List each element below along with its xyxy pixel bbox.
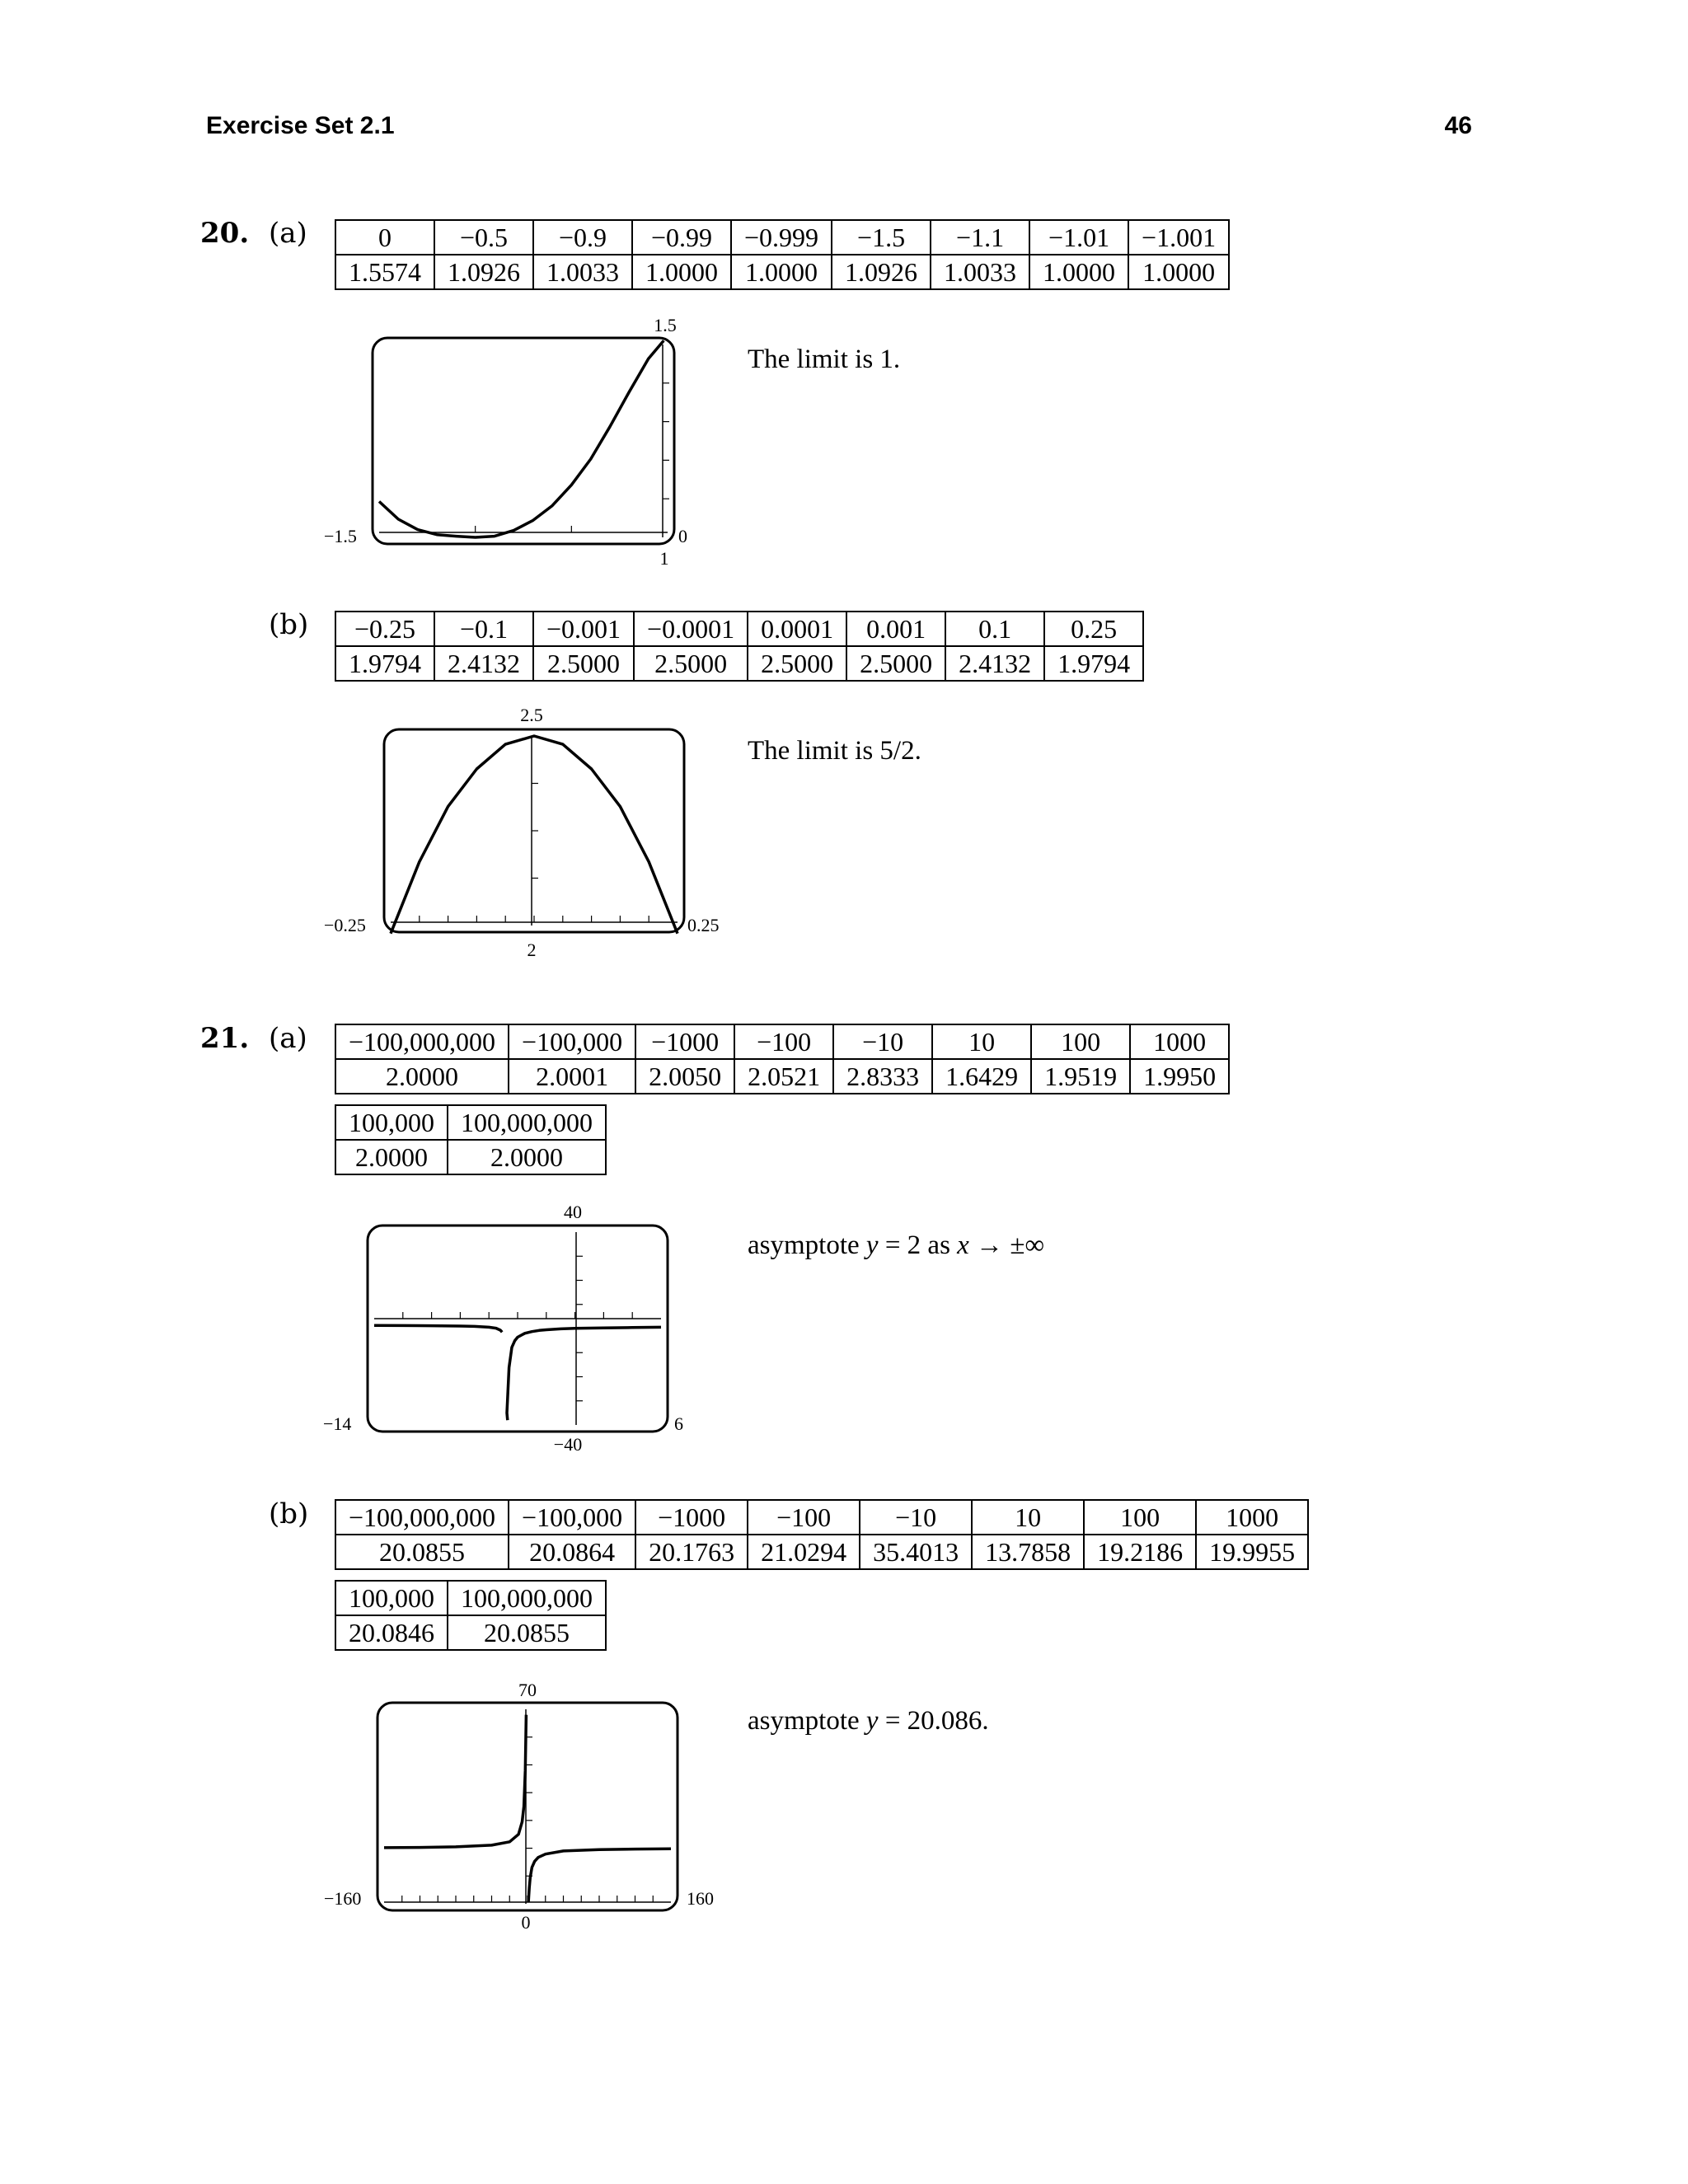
table-cell: 2.4132 (945, 646, 1044, 681)
table-row-fx (335, 1059, 1229, 1094)
problem-number: 20. (200, 217, 250, 250)
table-cell: 100 (1084, 1500, 1196, 1535)
plot-curve (379, 340, 663, 537)
table-cell: −1.01 (1029, 220, 1128, 255)
table-cell: −0.1 (434, 612, 533, 646)
table-cell: −1.001 (1128, 220, 1229, 255)
axis-window-label: 160 (687, 1888, 714, 1909)
plot-curve (528, 1849, 671, 1902)
table-cell: −1000 (635, 1024, 734, 1059)
table-cell: 1.5574 (335, 255, 434, 289)
table-cell: 2.4132 (434, 646, 533, 681)
axis-window-label: −160 (324, 1888, 362, 1909)
table-row-x (335, 1105, 606, 1140)
part-label: (a) (269, 1022, 307, 1055)
table-cell: −0.9 (533, 220, 632, 255)
axis-window-label: 2.5 (520, 705, 543, 725)
table-cell: −0.001 (533, 612, 634, 646)
table-cell: 2.0000 (335, 1059, 509, 1094)
table-cell: 13.7858 (972, 1535, 1084, 1569)
table-cell: 1.0033 (533, 255, 632, 289)
value-table (335, 1024, 1230, 1094)
axis-window-label: 2 (527, 940, 537, 960)
part-label: (b) (269, 1497, 309, 1530)
axis-window-label: −0.25 (324, 915, 366, 935)
axis-window-label: −1.5 (324, 526, 357, 546)
table-cell: −0.999 (731, 220, 832, 255)
table-cell: 100,000,000 (448, 1105, 606, 1140)
axis-window-label: 70 (518, 1680, 537, 1700)
table-cell: 2.0000 (448, 1140, 606, 1174)
axis-window-label: 0.25 (687, 915, 720, 935)
axis-window-label: 0 (521, 1912, 531, 1933)
table-cell: −0.99 (632, 220, 731, 255)
table-cell: 2.0000 (335, 1140, 448, 1174)
table-cell: 19.2186 (1084, 1535, 1196, 1569)
table-cell: 1.9794 (335, 646, 434, 681)
plot-frame (377, 1703, 678, 1910)
table-cell: 1.0000 (731, 255, 832, 289)
table-cell: 100 (1031, 1024, 1130, 1059)
table-cell: 1.0000 (632, 255, 731, 289)
table-row-x (335, 1581, 606, 1615)
axis-window-label: 0 (678, 526, 687, 546)
table-cell: 20.1763 (635, 1535, 748, 1569)
table-cell: 1.9950 (1130, 1059, 1229, 1094)
table-row-fx (335, 255, 1229, 289)
table-row-x (335, 1024, 1229, 1059)
section-title: Exercise Set 2.1 (206, 112, 395, 139)
table-cell: 0.0001 (748, 612, 846, 646)
axis-window-label: 1.5 (654, 315, 677, 335)
table-cell: 19.9955 (1196, 1535, 1308, 1569)
conclusion-variable: y (865, 1230, 879, 1260)
table-cell: 0.25 (1044, 612, 1143, 646)
table-cell: 21.0294 (748, 1535, 860, 1569)
table-cell: 2.5000 (634, 646, 748, 681)
table-cell: 1.0926 (434, 255, 533, 289)
value-table (335, 219, 1230, 290)
table-cell: −100,000 (509, 1500, 635, 1535)
table-cell: 2.5000 (748, 646, 846, 681)
table-cell: −100,000,000 (335, 1500, 509, 1535)
table-cell: 0 (335, 220, 434, 255)
table-cell: −1.1 (931, 220, 1029, 255)
conclusion-fragment: asymptote (748, 1230, 866, 1260)
conclusion-text: The limit is 1. (748, 344, 901, 374)
table-cell: 1000 (1196, 1500, 1308, 1535)
table-cell: 100,000,000 (448, 1581, 606, 1615)
conclusion-text: The limit is 5/2. (748, 736, 921, 766)
table-cell: 1000 (1130, 1024, 1229, 1059)
value-table (335, 611, 1144, 682)
table-cell: 1.0000 (1128, 255, 1229, 289)
conclusion-text (748, 1706, 989, 1736)
table-cell: −0.25 (335, 612, 434, 646)
table-cell: 1.9519 (1031, 1059, 1130, 1094)
value-table (335, 1499, 1309, 1570)
table-cell: 10 (972, 1500, 1084, 1535)
table-cell: 2.0050 (635, 1059, 734, 1094)
table-cell: 2.0001 (509, 1059, 635, 1094)
conclusion-fragment: = 20.086. (878, 1706, 989, 1736)
table-row-x (335, 612, 1143, 646)
table-cell: 1.0926 (832, 255, 931, 289)
part-label: (b) (269, 608, 309, 641)
conclusion-variable: x (957, 1230, 969, 1260)
table-cell: −10 (860, 1500, 972, 1535)
table-cell: −0.0001 (634, 612, 748, 646)
table-row-fx (335, 1140, 606, 1174)
axis-window-label: −40 (553, 1434, 583, 1455)
plot-curve (374, 1325, 502, 1332)
axis-window-label: 1 (659, 548, 669, 569)
table-cell: 20.0855 (448, 1615, 606, 1650)
axis-window-label: 6 (674, 1413, 683, 1434)
table-cell: 100,000 (335, 1105, 448, 1140)
table-cell: 0.1 (945, 612, 1044, 646)
plot-frame (373, 338, 674, 544)
table-cell: 35.4013 (860, 1535, 972, 1569)
table-cell: 2.0521 (734, 1059, 833, 1094)
table-cell: −100,000 (509, 1024, 635, 1059)
table-cell: 1.9794 (1044, 646, 1143, 681)
conclusion-fragment: → ±∞ (968, 1230, 1044, 1260)
conclusion-fragment: = 2 as (878, 1230, 958, 1260)
table-cell: 2.5000 (846, 646, 945, 681)
table-cell: 1.0000 (1029, 255, 1128, 289)
table-cell: −100 (748, 1500, 860, 1535)
axis-window-label: −14 (323, 1413, 352, 1434)
plot-frame (368, 1226, 668, 1432)
conclusion-variable: y (865, 1706, 879, 1736)
conclusion-fragment: asymptote (748, 1706, 866, 1736)
table-cell: −1000 (635, 1500, 748, 1535)
table-row-x (335, 220, 1229, 255)
table-cell: 1.0033 (931, 255, 1029, 289)
page-number: 46 (1444, 112, 1472, 139)
table-cell: 2.8333 (833, 1059, 932, 1094)
plot-curve (384, 1715, 526, 1848)
table-cell: 20.0864 (509, 1535, 635, 1569)
conclusion-text (748, 1230, 1044, 1261)
table-row-fx (335, 1535, 1308, 1569)
table-cell: 10 (932, 1024, 1031, 1059)
value-table-continued (335, 1104, 607, 1175)
part-label: (a) (269, 217, 307, 250)
plot-frame (384, 729, 684, 932)
table-cell: 20.0855 (335, 1535, 509, 1569)
table-row-x (335, 1500, 1308, 1535)
table-cell: 20.0846 (335, 1615, 448, 1650)
table-cell: −10 (833, 1024, 932, 1059)
plot-curve (391, 736, 678, 934)
table-cell: 2.5000 (533, 646, 634, 681)
table-cell: 1.6429 (932, 1059, 1031, 1094)
table-row-fx (335, 1615, 606, 1650)
problem-number: 21. (200, 1022, 250, 1055)
value-table-continued (335, 1580, 607, 1651)
table-cell: −1.5 (832, 220, 931, 255)
plot-curve (507, 1327, 661, 1420)
table-cell: −0.5 (434, 220, 533, 255)
table-cell: −100,000,000 (335, 1024, 509, 1059)
table-cell: 100,000 (335, 1581, 448, 1615)
table-cell: 0.001 (846, 612, 945, 646)
axis-window-label: 40 (564, 1202, 582, 1222)
table-cell: −100 (734, 1024, 833, 1059)
table-row-fx (335, 646, 1143, 681)
